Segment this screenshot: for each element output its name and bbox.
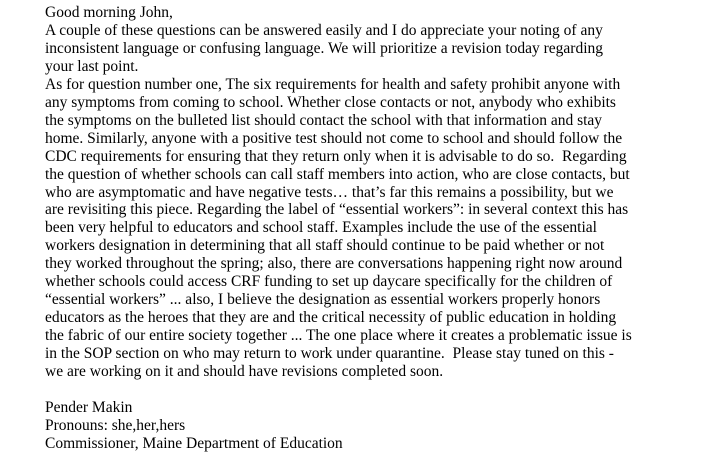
signature-pronouns: Pronouns: she,her,hers bbox=[45, 416, 186, 434]
email-body-line: we are working on it and should have revisions completed soon. bbox=[45, 363, 444, 381]
email-body-line: “essential workers” ... also, I believe the designation as essential workers properly honors bbox=[45, 291, 601, 309]
email-body-line: your last point. bbox=[45, 57, 139, 75]
email-body-line: been very helpful to educators and school staff. Examples include the use of the essential bbox=[45, 219, 597, 237]
signature-block bbox=[45, 399, 700, 453]
email-body-line: the symptoms on the bulleted list should contact the school with that information and stay bbox=[45, 111, 603, 129]
email-body-line: CDC requirements for ensuring that they return only when it is advisable to do so. Regarding bbox=[45, 147, 627, 165]
email-body-line: As for question number one, The six requirements for health and safety prohibit anyone with bbox=[45, 75, 621, 93]
email-body-line: home. Similarly, anyone with a positive test should not come to school and should follow the bbox=[45, 129, 623, 147]
email-body-line: A couple of these questions can be answered easily and I do appreciate your noting of any bbox=[45, 21, 603, 39]
email-body-line: whether schools could access CRF funding to set up daycare specifically for the children of bbox=[45, 273, 613, 291]
signature-title: Commissioner, Maine Department of Education bbox=[45, 434, 343, 452]
email-body-line: inconsistent language or confusing language. We will prioritize a revision today regarding bbox=[45, 39, 604, 57]
email-body-line: workers designation in determining that all staff should continue to be paid whether or not bbox=[45, 237, 605, 255]
email-body-line: any symptoms from coming to school. Whether close contacts or not, anybody who exhibits bbox=[45, 93, 616, 111]
email-body-line: who are asymptomatic and have negative tests… that’s far this remains a possibility, but we bbox=[45, 183, 614, 201]
greeting-line: Good morning John, bbox=[45, 4, 173, 21]
email-body-line: educators as the heroes that they are and the critical necessity of public education in holding bbox=[45, 309, 617, 327]
email-body-line: the fabric of our entire society together ... The one place where it creates a problematic issue is bbox=[45, 327, 632, 345]
email-body-line: in the SOP section on who may return to work under quarantine. Please stay tuned on this - bbox=[45, 345, 614, 363]
signature-name: Pender Makin bbox=[45, 398, 133, 416]
blank-line bbox=[45, 381, 700, 399]
email-body-line: they worked throughout the spring; also, there are conversations happening right now around bbox=[45, 255, 623, 273]
email-body-line: the question of whether schools can call staff members into action, who are close contacts, but bbox=[45, 165, 630, 183]
email-body-line: are revisiting this piece. Regarding the label of “essential workers”: in several context this has bbox=[45, 201, 629, 219]
